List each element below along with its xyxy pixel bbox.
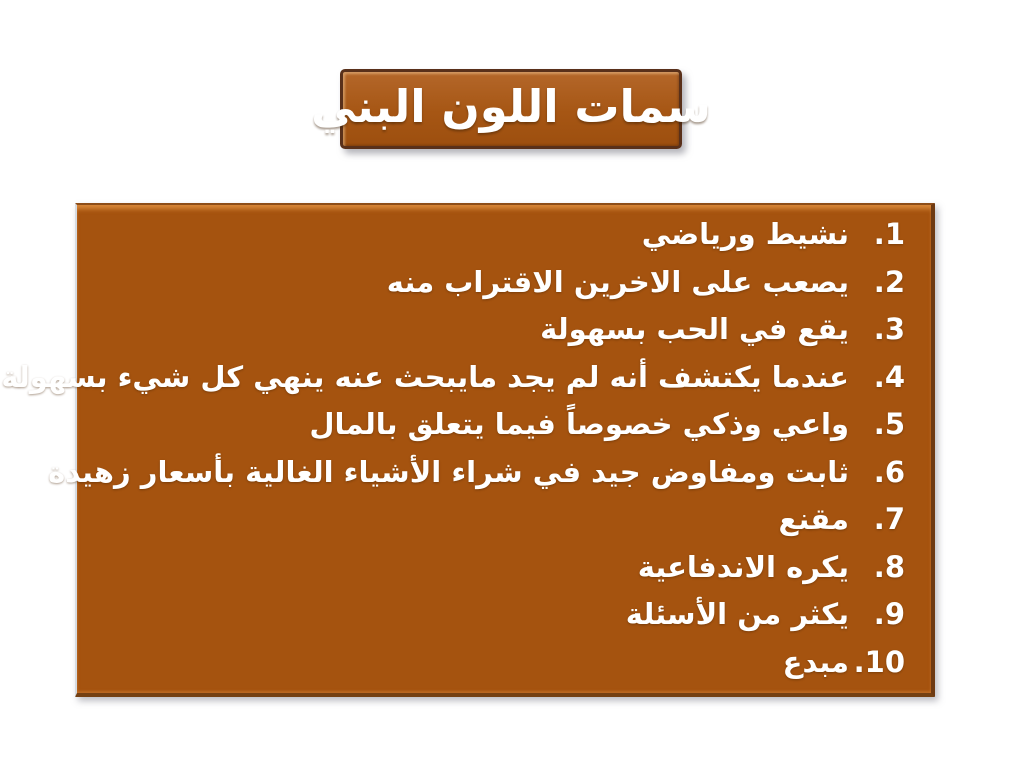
trait-item <box>1 354 905 402</box>
trait-item <box>95 496 905 544</box>
trait-text: يكثر من الأسئلة <box>625 597 849 632</box>
traits-content-box <box>1 203 935 697</box>
trait-item <box>95 401 905 449</box>
trait-number: 1. <box>873 217 905 252</box>
trait-number: 9. <box>873 597 905 632</box>
trait-text: نشيط ورياضي <box>641 217 849 252</box>
trait-number: 3. <box>873 312 905 347</box>
trait-item <box>95 259 905 307</box>
trait-number: 8. <box>873 549 905 584</box>
trait-text: يقع في الحب بسهولة <box>540 312 849 347</box>
trait-text: مقنع <box>778 502 849 537</box>
trait-number: 2. <box>873 264 905 299</box>
trait-item <box>95 306 905 354</box>
trait-text: مبدع <box>782 644 849 679</box>
trait-number: 6. <box>873 454 905 489</box>
trait-item <box>95 544 905 592</box>
trait-number: 7. <box>873 502 905 537</box>
trait-number: 4. <box>873 359 905 394</box>
trait-item <box>95 211 905 259</box>
traits-list <box>1 205 931 686</box>
slide-title: سمات اللون البني <box>311 79 711 133</box>
trait-text: يكره الاندفاعية <box>637 549 849 584</box>
trait-text: ثابت ومفاوض جيد في شراء الأشياء الغالية بأسعار زهيدة <box>48 454 849 489</box>
trait-item <box>95 639 905 687</box>
trait-number: 5. <box>873 407 905 442</box>
trait-number: 10. <box>853 644 905 679</box>
slide-title-box <box>311 69 711 149</box>
trait-item <box>95 591 905 639</box>
trait-text: يصعب على الاخرين الاقتراب منه <box>386 264 849 299</box>
trait-text: واعي وذكي خصوصاً فيما يتعلق بالمال <box>309 407 849 442</box>
trait-text: عندما يكتشف أنه لم يجد مايبحث عنه ينهي كل شيء بسهولة <box>1 359 849 394</box>
trait-item <box>48 449 905 497</box>
